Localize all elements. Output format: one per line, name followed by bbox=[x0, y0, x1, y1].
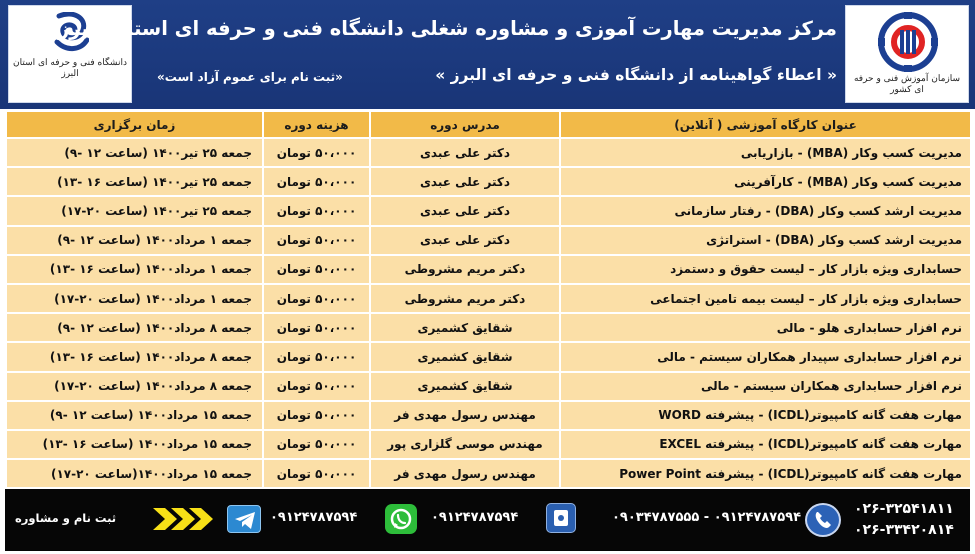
workshop-fee: ۵۰،۰۰۰ تومان bbox=[263, 255, 370, 284]
tvto-logo-caption: سازمان آموزش فنی و حرفه ای کشور bbox=[853, 74, 961, 95]
workshop-teacher: دکتر علی عبدی bbox=[370, 167, 560, 196]
messenger-number[interactable]: ۰۹۱۲۴۷۸۷۵۹۴ bbox=[431, 510, 519, 525]
table-row bbox=[6, 430, 971, 459]
table-row bbox=[6, 138, 971, 167]
col-header-teacher: مدرس دوره bbox=[370, 111, 560, 138]
table-row bbox=[6, 459, 971, 488]
workshop-time: جمعه ۱۵ مرداد۱۴۰۰ (ساعت ۱۶ -۱۳) bbox=[6, 430, 263, 459]
workshop-teacher: مهندس موسی گلزاری پور bbox=[370, 430, 560, 459]
workshop-teacher: مهندس رسول مهدی فر bbox=[370, 459, 560, 488]
page-title: مرکز مدیریت مهارت آموزی و مشاوره شغلی دانشگاه فنی و حرفه ای استان البرز bbox=[58, 17, 837, 40]
workshop-fee: ۵۰،۰۰۰ تومان bbox=[263, 226, 370, 255]
university-logo-caption: دانشگاه فنی و حرفه ای استان البرز bbox=[13, 58, 127, 79]
phone-icon bbox=[805, 503, 841, 537]
workshop-teacher: شقایق کشمیری bbox=[370, 313, 560, 342]
landline-phone-2[interactable]: ۰۲۶-۳۳۴۲۰۸۱۴ bbox=[854, 522, 954, 538]
workshop-fee: ۵۰،۰۰۰ تومان bbox=[263, 430, 370, 459]
table-row bbox=[6, 372, 971, 401]
workshop-title: مدیریت ارشد کسب وکار (DBA) - رفتار سازمانی bbox=[560, 196, 971, 225]
workshop-teacher: شقایق کشمیری bbox=[370, 372, 560, 401]
workshop-fee: ۵۰،۰۰۰ تومان bbox=[263, 372, 370, 401]
table-row bbox=[6, 284, 971, 313]
workshop-teacher: دکتر علی عبدی bbox=[370, 226, 560, 255]
col-header-fee: هزینه دوره bbox=[263, 111, 370, 138]
workshop-time: جمعه ۲۵ تیر۱۴۰۰ (ساعت ۲۰-۱۷) bbox=[6, 196, 263, 225]
workshop-time: جمعه ۱ مرداد۱۴۰۰ (ساعت ۱۶ -۱۳) bbox=[6, 255, 263, 284]
workshop-title: مهارت هفت گانه کامپیوتر(ICDL) - پیشرفته EXCEL bbox=[560, 430, 971, 459]
table-row bbox=[6, 167, 971, 196]
workshop-title: مهارت هفت گانه کامپیوتر(ICDL) - پیشرفته WORD bbox=[560, 401, 971, 430]
workshop-time: جمعه ۸ مرداد۱۴۰۰ (ساعت ۲۰-۱۷) bbox=[6, 372, 263, 401]
table-row bbox=[6, 342, 971, 371]
mobile-numbers[interactable]: ۰۹۰۳۴۷۸۷۵۵۵ - ۰۹۱۲۴۷۸۷۵۹۴ bbox=[612, 510, 802, 525]
workshop-time: جمعه ۱ مرداد۱۴۰۰ (ساعت ۲۰-۱۷) bbox=[6, 284, 263, 313]
workshop-fee: ۵۰،۰۰۰ تومان bbox=[263, 138, 370, 167]
workshop-title: مدیریت کسب وکار (MBA) - بازاریابی bbox=[560, 138, 971, 167]
landline-numbers bbox=[854, 499, 954, 541]
workshop-time: جمعه ۲۵ تیر۱۴۰۰ (ساعت ۱۲ -۹) bbox=[6, 138, 263, 167]
workshop-time: جمعه ۱۵ مرداد۱۴۰۰ (ساعت ۱۲ -۹) bbox=[6, 401, 263, 430]
workshop-teacher: شقایق کشمیری bbox=[370, 342, 560, 371]
workshop-teacher: دکتر مریم مشروطی bbox=[370, 284, 560, 313]
registration-open-note: «ثبت نام برای عموم آزاد است» bbox=[157, 70, 343, 84]
table-row bbox=[6, 255, 971, 284]
col-header-time: زمان برگزاری bbox=[6, 111, 263, 138]
workshop-fee: ۵۰،۰۰۰ تومان bbox=[263, 459, 370, 488]
workshop-time: جمعه ۸ مرداد۱۴۰۰ (ساعت ۱۶ -۱۳) bbox=[6, 342, 263, 371]
workshop-teacher: دکتر علی عبدی bbox=[370, 196, 560, 225]
telegram-icon bbox=[227, 505, 261, 533]
col-header-title: عنوان کارگاه آموزشی ( آنلاین) bbox=[560, 111, 971, 138]
workshop-title: حسابداری ویژه بازار کار – لیست بیمه تامین اجتماعی bbox=[560, 284, 971, 313]
workshop-fee: ۵۰،۰۰۰ تومان bbox=[263, 342, 370, 371]
whatsapp-icon bbox=[385, 504, 417, 534]
workshop-teacher: دکتر مریم مشروطی bbox=[370, 255, 560, 284]
workshop-time: جمعه ۸ مرداد۱۴۰۰ (ساعت ۱۲ -۹) bbox=[6, 313, 263, 342]
landline-phone-1[interactable]: ۰۲۶-۳۲۵۴۱۸۱۱ bbox=[854, 501, 954, 517]
contact-footer bbox=[5, 489, 970, 551]
workshop-fee: ۵۰،۰۰۰ تومان bbox=[263, 284, 370, 313]
workshop-title: نرم افزار حسابداری سپیدار همکاران سیستم - مالی bbox=[560, 342, 971, 371]
certificate-note: « اعطاء گواهینامه از دانشگاه فنی و حرفه ای البرز » bbox=[435, 66, 837, 84]
tvto-emblem-icon bbox=[878, 12, 938, 72]
messenger-box-icon bbox=[546, 503, 576, 533]
workshop-title: مدیریت کسب وکار (MBA) - کارآفرینی bbox=[560, 167, 971, 196]
register-consult-label[interactable]: ثبت نام و مشاوره bbox=[15, 511, 117, 525]
header-banner bbox=[0, 0, 975, 109]
workshop-fee: ۵۰،۰۰۰ تومان bbox=[263, 401, 370, 430]
workshop-teacher: مهندس رسول مهدی فر bbox=[370, 401, 560, 430]
workshop-schedule-table bbox=[5, 110, 972, 489]
table-row bbox=[6, 313, 971, 342]
workshop-fee: ۵۰،۰۰۰ تومان bbox=[263, 313, 370, 342]
workshop-title: نرم افزار حسابداری هلو - مالی bbox=[560, 313, 971, 342]
workshop-title: حسابداری ویژه بازار کار – لیست حقوق و دستمزد bbox=[560, 255, 971, 284]
workshop-time: جمعه ۲۵ تیر۱۴۰۰ (ساعت ۱۶ -۱۳) bbox=[6, 167, 263, 196]
workshop-fee: ۵۰،۰۰۰ تومان bbox=[263, 167, 370, 196]
table-header-row bbox=[6, 111, 971, 138]
workshop-title: مدیریت ارشد کسب وکار (DBA) - استراتژی bbox=[560, 226, 971, 255]
workshop-fee: ۵۰،۰۰۰ تومان bbox=[263, 196, 370, 225]
table-row bbox=[6, 196, 971, 225]
workshop-title: مهارت هفت گانه کامپیوتر(ICDL) - پیشرفته Power Point bbox=[560, 459, 971, 488]
arrow-icon bbox=[153, 508, 215, 530]
workshop-time: جمعه ۱۵ مرداد۱۴۰۰(ساعت ۲۰-۱۷) bbox=[6, 459, 263, 488]
workshop-teacher: دکتر علی عبدی bbox=[370, 138, 560, 167]
table-row bbox=[6, 401, 971, 430]
table-row bbox=[6, 226, 971, 255]
tvto-logo bbox=[845, 5, 969, 103]
workshop-time: جمعه ۱ مرداد۱۴۰۰ (ساعت ۱۲ -۹) bbox=[6, 226, 263, 255]
workshop-title: نرم افزار حسابداری همکاران سیستم - مالی bbox=[560, 372, 971, 401]
whatsapp-number[interactable]: ۰۹۱۲۴۷۸۷۵۹۴ bbox=[270, 510, 358, 525]
